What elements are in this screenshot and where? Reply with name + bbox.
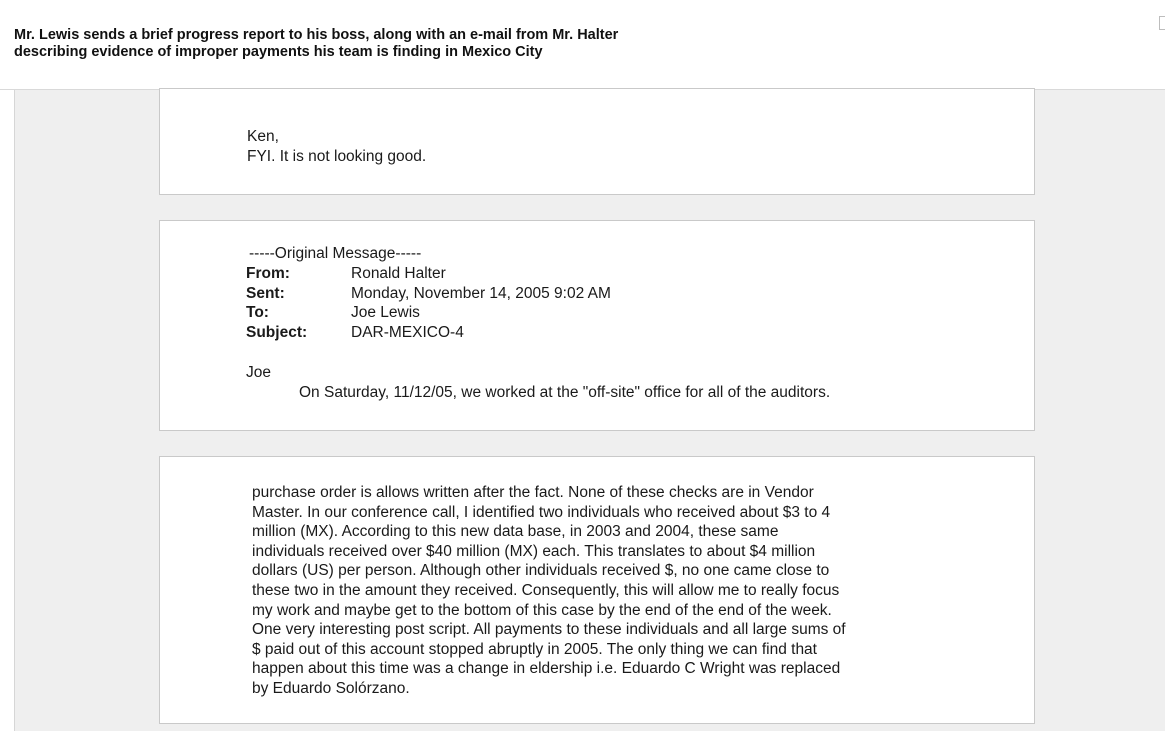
sent-value: Monday, November 14, 2005 9:02 AM — [351, 285, 611, 302]
forward-note-card — [159, 88, 1035, 195]
from-label: From: — [246, 265, 290, 282]
excerpt-body — [252, 483, 1012, 699]
expand-icon[interactable] — [1159, 16, 1165, 30]
original-message-header: -----Original Message----- — [249, 245, 422, 262]
message-intro: On Saturday, 11/12/05, we worked at the "off-site" office for all of the auditors. — [299, 384, 831, 401]
caption-title-line-1: Mr. Lewis sends a brief progress report to his boss, along with an e-mail from Mr. Halter — [14, 27, 619, 43]
subject-label: Subject: — [246, 324, 308, 341]
excerpt-line: these two in the amount they received. Consequently, this will allow me to really focus — [252, 581, 840, 599]
excerpt-line: dollars (US) per person. Although other individuals received $, no one came close to — [252, 562, 830, 580]
original-message-card — [159, 220, 1035, 431]
excerpt-line: purchase order is allows written after the fact. None of these checks are in Vendor — [252, 484, 814, 501]
caption-title-line-2: describing evidence of improper payments his team is finding in Mexico City — [14, 44, 543, 60]
note-greeting: Ken, — [247, 128, 279, 145]
caption-title — [14, 27, 814, 61]
excerpt-line: One very interesting post script. All payments to these individuals and all large sums of — [252, 621, 846, 639]
excerpt-line: by Eduardo Solórzano. — [252, 679, 410, 697]
from-value: Ronald Halter — [351, 265, 446, 282]
subject-value: DAR-MEXICO-4 — [351, 324, 464, 341]
excerpt-line: Master. In our conference call, I identified two individuals who received about $3 to 4 — [252, 503, 831, 521]
caption-header — [0, 0, 1165, 90]
message-salutation: Joe — [246, 364, 271, 381]
to-value: Joe Lewis — [351, 304, 420, 321]
excerpt-line: individuals received over $40 million (MX) each. This translates to about $4 million — [252, 542, 816, 560]
excerpt-line: $ paid out of this account stopped abruptly in 2005. The only thing we can find that — [252, 640, 817, 658]
note-message: FYI. It is not looking good. — [247, 148, 427, 165]
excerpt-line: happen about this time was a change in eldership i.e. Eduardo C Wright was replaced — [252, 660, 841, 678]
excerpt-line: my work and maybe get to the bottom of this case by the end of the end of the week. — [252, 601, 832, 619]
to-label: To: — [246, 304, 269, 321]
message-excerpt-card — [159, 456, 1035, 724]
document-viewer[interactable] — [14, 90, 1165, 731]
sent-label: Sent: — [246, 285, 285, 302]
excerpt-line: million (MX). According to this new data base, in 2003 and 2004, these same — [252, 523, 779, 541]
